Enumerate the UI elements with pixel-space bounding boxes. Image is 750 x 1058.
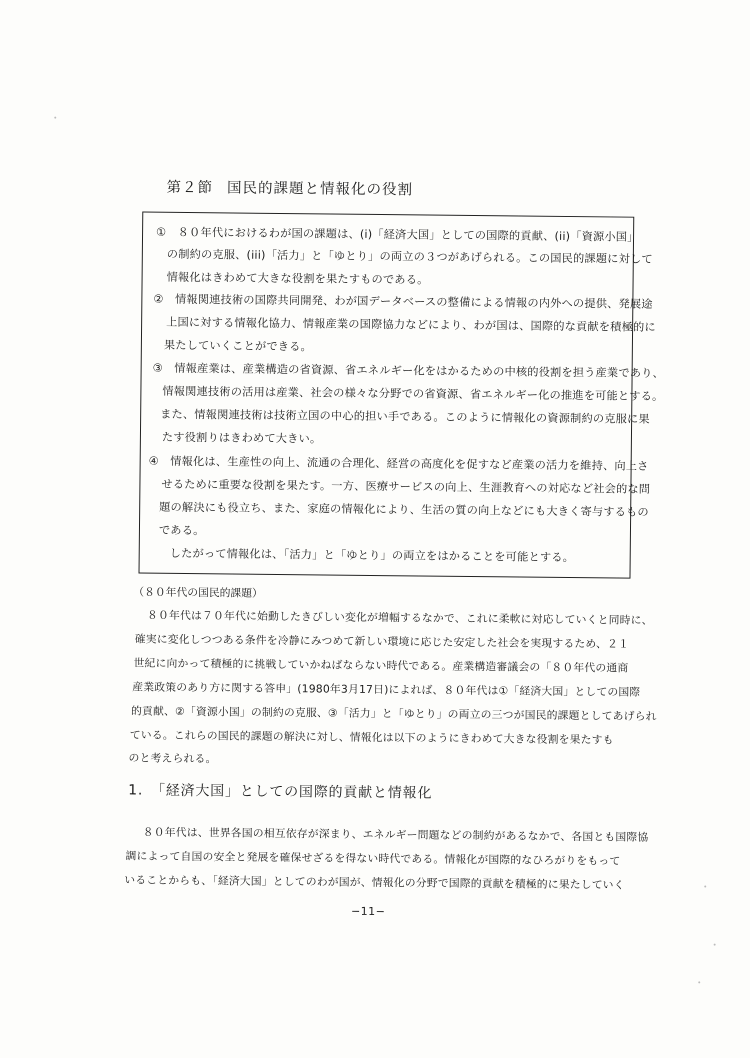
subsection-heading: （８０年代の国民的課題） bbox=[133, 585, 263, 600]
section-title-text: 国民的課題と情報化の役割 bbox=[226, 180, 414, 199]
summary-line: せるために重要な役割を果たす。一方、医療サービスの向上、生涯教育への対応など社会的な問 bbox=[161, 477, 651, 496]
summary-line: ③ 情報産業は、産業構造の省資源、省エネルギー化をはかるための中核的役割を担う産業であり、 bbox=[152, 361, 664, 381]
section-title bbox=[166, 176, 413, 200]
paragraph-line: いることからも、「経済大国」としてのわが国が、情報化の分野で国際的貢献を積極的に果たしていく bbox=[124, 873, 625, 892]
summary-line: の制約の克服、(iii)「活力」と「ゆとり」の両立の３つがあげられる。この国民的課題に対して bbox=[166, 247, 653, 266]
scan-speck bbox=[714, 944, 716, 946]
summary-line: 上国に対する情報化協力、情報産業の国際協力などにより、わが国は、国際的な貢献を積極的に bbox=[166, 315, 656, 334]
paragraph-line: 的貢献、②「資源小国」の制約の克服、③「活力」と「ゆとり」の両立の三つが国民的課題としてあげられ bbox=[130, 704, 657, 723]
summary-line: である。 bbox=[158, 523, 205, 538]
section-number: 第２節 bbox=[166, 179, 214, 197]
summary-line: たす役割りはきわめて大きい。 bbox=[161, 430, 322, 446]
scan-speck bbox=[704, 885, 706, 887]
summary-line: 情報関連技術の活用は産業、社会の様々な分野での省資源、省エネルギー化の推進を可能とする。 bbox=[162, 384, 664, 404]
paragraph-line: 世紀に向かって積極的に挑戦していかねばならない時代である。産業構造審議会の「８０年代の通商 bbox=[133, 656, 629, 675]
paragraph-line: ８０年代は、世界各国の相互依存が深まり、エネルギー問題などの制約があるなかで、各国とも国際協 bbox=[142, 825, 649, 844]
summary-line: また、情報関連技術は技術立国の中心的担い手である。このように情報化の資源制約の克服に果 bbox=[160, 407, 650, 426]
chapter-heading: 1. 「経済大国」としての国際的貢献と情報化 bbox=[128, 782, 433, 802]
paragraph-line: 調によって自国の安全と発展を確保せざるを得ない時代である。情報化が国際的なひろがりをもって bbox=[125, 849, 621, 868]
summary-line: ④ 情報化は、生産性の向上、流通の合理化、経営の高度化を促すなど産業の活力を維持、向上さ bbox=[148, 454, 649, 473]
page-number: −11− bbox=[350, 904, 386, 919]
summary-line: 情報化はきわめて大きな役割を果たすものである。 bbox=[166, 270, 429, 287]
scan-speck bbox=[698, 981, 700, 983]
paragraph-line: ８０年代は７０年代に始動したきびしい変化が増幅するなかで、これに柔軟に対応していくと同時に、 bbox=[146, 608, 653, 627]
scan-speck bbox=[54, 117, 56, 119]
summary-line: 果たしていくことができる。 bbox=[163, 338, 312, 354]
summary-line: したがって情報化は、「活力」と「ゆとり」の両立をはかることを可能とする。 bbox=[169, 546, 575, 565]
paragraph-line: 産業政策のあり方に関する答申」(1980年3月17日)によれば、８０年代は①「経済大国」としての国際 bbox=[132, 680, 641, 699]
paragraph-line: のと考えられる。 bbox=[128, 751, 217, 766]
summary-line: ② 情報関連技術の国際共同開発、わが国データベースの整備による情報の内外への提供、発展途 bbox=[153, 292, 653, 311]
summary-line: ① ８０年代におけるわが国の課題は、(i)「経済大国」としての国際的貢献、(ii)「資源小国」 bbox=[156, 225, 639, 244]
paragraph-line: 確実に変化しつつある条件を冷静にみつめて新しい環境に応じた安定した社会を実現するため、２１ bbox=[134, 632, 630, 651]
summary-line: 題の解決にも役立ち、また、家庭の情報化により、生活の質の向上などにも大きく寄与するもの bbox=[159, 500, 649, 519]
paragraph-line: ている。これらの国民的課題の解決に対し、情報化は以下のようにきわめて大きな役割を果たすも bbox=[129, 728, 614, 747]
